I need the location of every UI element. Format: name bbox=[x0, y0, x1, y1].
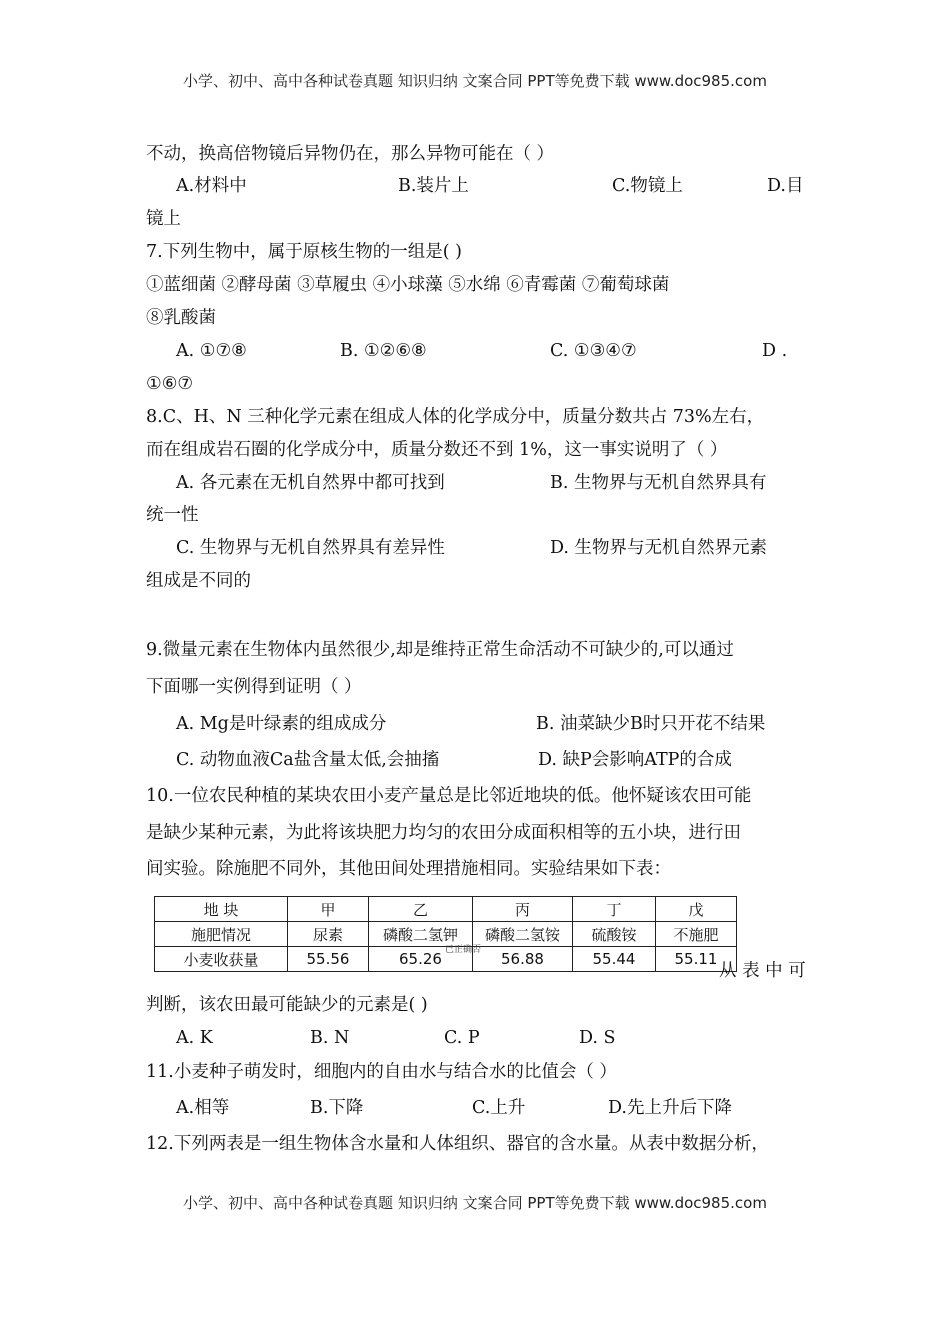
table-cell: 55.44 bbox=[573, 947, 656, 972]
q10-stem-2: 是缺少某种元素，为此将该块肥力均匀的农田分成面积相等的五小块，进行田 bbox=[146, 823, 741, 843]
q11-option-d: D.先上升后下降 bbox=[608, 1098, 732, 1118]
q12-stem: 12.下列两表是一组生物体含水量和人体组织、器官的含水量。从表中数据分析， bbox=[146, 1134, 769, 1154]
table-header-cell: 甲 bbox=[288, 897, 369, 922]
q7-option-d: D . bbox=[762, 341, 788, 361]
table-cell: 小麦收获量 bbox=[155, 947, 288, 972]
q10-after-table: 从 表 中 可 bbox=[719, 961, 806, 981]
q6-option-d-wrap: 镜上 bbox=[146, 209, 181, 229]
q9-stem-2: 下面哪一实例得到证明（ ） bbox=[146, 677, 362, 697]
table-cell: 施肥情况 bbox=[155, 922, 288, 947]
q7-option-d-wrap: ①⑥⑦ bbox=[146, 374, 194, 394]
q11-option-a: A.相等 bbox=[176, 1098, 230, 1118]
table-cell: 56.88 bbox=[473, 947, 573, 972]
table-header-cell: 乙 bbox=[369, 897, 473, 922]
q10-stem-4: 判断，该农田最可能缺少的元素是( ) bbox=[146, 995, 428, 1015]
q9-stem-1: 9.微量元素在生物体内虽然很少,却是维持正常生命活动不可缺少的,可以通过 bbox=[146, 640, 734, 660]
q8-option-c: C. 生物界与无机自然界具有差异性 bbox=[176, 538, 445, 558]
q8-option-d-wrap: 组成是不同的 bbox=[146, 571, 251, 591]
table-cell: 55.11 bbox=[656, 947, 737, 972]
table-header-cell: 丁 bbox=[573, 897, 656, 922]
q6-option-a: A.材料中 bbox=[176, 176, 247, 196]
table-cell: 硫酸铵 bbox=[573, 922, 656, 947]
table-cell: 55.56 bbox=[288, 947, 369, 972]
q6-option-d: D.目 bbox=[767, 176, 804, 196]
table-cell: 磷酸二氢钾 bbox=[369, 922, 473, 947]
q10-option-c: C. P bbox=[444, 1028, 480, 1048]
q8-option-b-wrap: 统一性 bbox=[146, 505, 199, 525]
q9-option-a: A. Mg是叶绿素的组成成分 bbox=[176, 714, 387, 734]
q7-items-wrap: ⑧乳酸菌 bbox=[146, 308, 216, 328]
table-cell: 磷酸二氢铵 bbox=[473, 922, 573, 947]
q6-stem: 不动，换高倍物镜后异物仍在，那么异物可能在（ ） bbox=[146, 144, 555, 164]
q10-option-a: A. K bbox=[176, 1028, 213, 1048]
q6-option-c: C.物镜上 bbox=[612, 176, 683, 196]
q7-option-a: A. ①⑦⑧ bbox=[176, 341, 247, 361]
table-header-cell: 丙 bbox=[473, 897, 573, 922]
q11-option-b: B.下降 bbox=[310, 1098, 364, 1118]
q10-option-b: B. N bbox=[310, 1028, 350, 1048]
q11-option-c: C.上升 bbox=[472, 1098, 526, 1118]
q11-stem: 11.小麦种子萌发时，细胞内的自由水与结合水的比值会（ ） bbox=[146, 1062, 617, 1082]
page-footer: 小学、初中、高中各种试卷真题 知识归纳 文案合同 PPT等免费下载 www.doc985.com bbox=[183, 1194, 767, 1212]
table-cell: 尿素 bbox=[288, 922, 369, 947]
table-overlay-note: 已正确否 bbox=[445, 945, 482, 955]
q8-option-a: A. 各元素在无机自然界中都可找到 bbox=[176, 473, 445, 493]
q8-stem-1: 8.C、H、N 三种化学元素在组成人体的化学成分中，质量分数共占 73%左右， bbox=[146, 407, 765, 427]
q9-option-d: D. 缺P会影响ATP的合成 bbox=[538, 750, 732, 770]
q9-option-c: C. 动物血液Ca盐含量太低,会抽搐 bbox=[176, 750, 440, 770]
table-cell: 65.26 bbox=[369, 947, 473, 972]
q6-option-b: B.装片上 bbox=[398, 176, 469, 196]
table-header-cell: 戊 bbox=[656, 897, 737, 922]
q9-option-b: B. 油菜缺少B时只开花不结果 bbox=[536, 714, 766, 734]
q8-option-d: D. 生物界与无机自然界元素 bbox=[550, 538, 768, 558]
q7-stem: 7.下列生物中，属于原核生物的一组是( ) bbox=[146, 242, 462, 262]
q7-option-b: B. ①②⑥⑧ bbox=[340, 341, 427, 361]
q10-option-d: D. S bbox=[579, 1028, 616, 1048]
table-header-row bbox=[155, 897, 737, 922]
page-header: 小学、初中、高中各种试卷真题 知识归纳 文案合同 PPT等免费下载 www.doc985.com bbox=[183, 72, 767, 90]
q10-stem-1: 10.一位农民种植的某块农田小麦产量总是比邻近地块的低。他怀疑该农田可能 bbox=[146, 786, 752, 806]
q8-stem-2: 而在组成岩石圈的化学成分中，质量分数还不到 1%，这一事实说明了（ ） bbox=[146, 440, 728, 460]
q7-items: ①蓝细菌 ②酵母菌 ③草履虫 ④小球藻 ⑤水绵 ⑥青霉菌 ⑦葡萄球菌 bbox=[146, 275, 670, 295]
q7-option-c: C. ①③④⑦ bbox=[550, 341, 637, 361]
q10-stem-3: 间实验。除施肥不同外，其他田间处理措施相同。实验结果如下表： bbox=[146, 859, 671, 879]
table-header-cell: 地 块 bbox=[155, 897, 288, 922]
table-cell: 不施肥 bbox=[656, 922, 737, 947]
results-table bbox=[154, 896, 737, 972]
q8-option-b: B. 生物界与无机自然界具有 bbox=[550, 473, 767, 493]
